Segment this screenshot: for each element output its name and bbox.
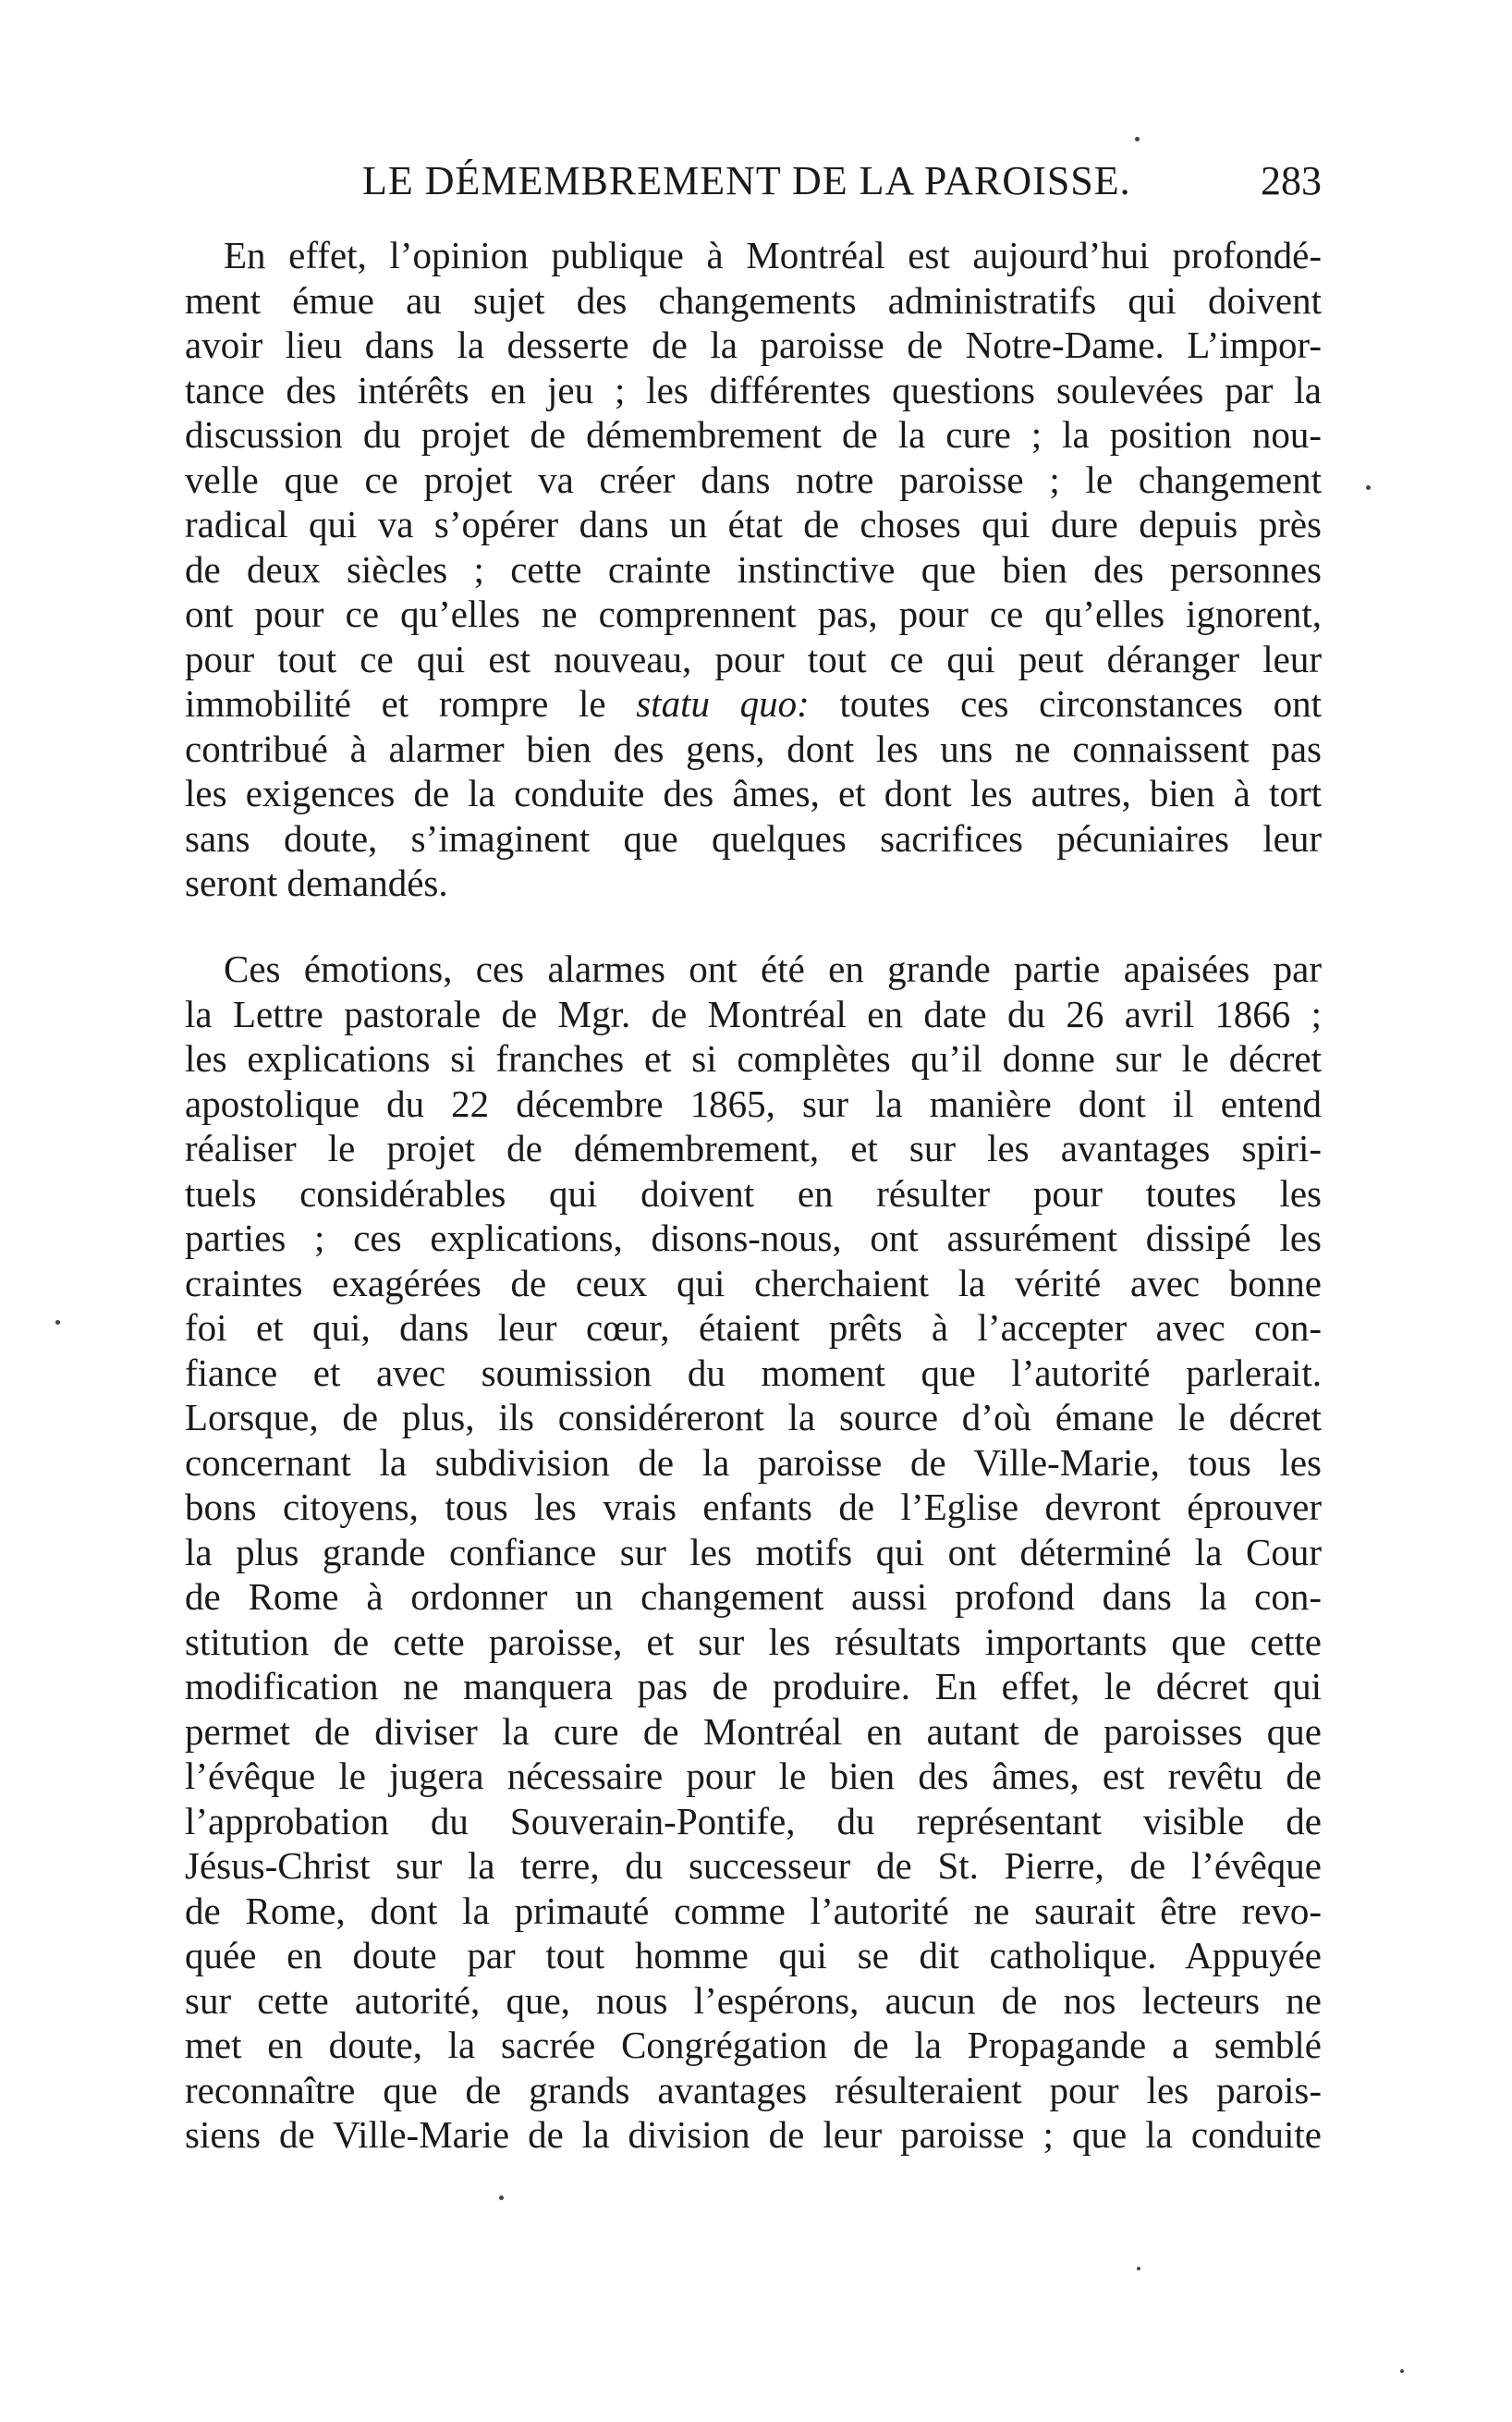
text-line: tuels considérables qui doivent en résulter pour toutes les [185,1171,1322,1215]
text-line: ont pour ce qu’elles ne comprennent pas, pour ce qu’elles ignorent, [185,593,1322,635]
text-line: les explications si franches et si complètes qu’il donne sur le décret [185,1037,1322,1080]
text-line: permet de diviser la cure de Montréal en autant de paroisses que [185,1709,1322,1753]
text-line: tance des intérêts en jeu ; les différentes questions soulevées par la [185,368,1322,411]
scan-speck [55,1320,60,1325]
scan-speck [1137,2267,1140,2270]
text-line: craintes exagérées de ceux qui cherchaient la vérité avec bonne [185,1261,1322,1304]
text-line: siens de Ville-Marie de la division de leur paroisse ; que la conduite [185,2113,1322,2156]
running-head [185,157,1322,213]
text-line: discussion du projet de démembrement de la cure ; la position nou- [185,413,1322,456]
text-line: réaliser le projet de démembrement, et sur les avantages spiri- [185,1127,1322,1169]
text-line: sur cette autorité, que, nous l’espérons, aucun de nos lecteurs ne [185,1978,1322,2022]
text-line: foi et qui, dans leur cœur, étaient prêts à l’accepter avec con- [185,1306,1322,1349]
text-line: l’évêque le jugera nécessaire pour le bien des âmes, est revêtu de [185,1755,1322,1797]
text-line: velle que ce projet va créer dans notre paroisse ; le changement [185,458,1322,501]
text-line: la Lettre pastorale de Mgr. de Montréal en date du 26 avril 1866 ; [185,992,1322,1035]
text-line: la plus grande confiance sur les motifs qui ont déterminé la Cour [185,1530,1322,1573]
text-line: Jésus-Christ sur la terre, du successeur de St. Pierre, de l’évêque [185,1844,1322,1887]
paragraph-2 [185,947,1322,2158]
paragraph-1 [185,233,1322,906]
text-line: l’approbation du Souverain-Pontife, du représentant visible de [185,1799,1322,1842]
line-text: toutes ces circonstances ont [809,682,1323,725]
italic-phrase: statu quo: [636,682,810,725]
text-line: apostolique du 22 décembre 1865, sur la manière dont il entend [185,1082,1322,1125]
running-title: LE DÉMEMBREMENT DE LA PAROISSE. [362,158,1131,203]
text-line-with-italic [185,681,1322,727]
text-line: de deux siècles ; cette crainte instinctive que bien des personnes [185,547,1322,591]
scan-speck [499,2196,504,2200]
text-line: contribué à alarmer bien des gens, dont les uns ne connaissent pas [185,727,1322,770]
text-line: concernant la subdivision de la paroisse de Ville-Marie, tous les [185,1440,1322,1484]
scan-speck [1135,137,1140,141]
text-line: radical qui va s’opérer dans un état de choses qui dure depuis près [185,503,1322,545]
text-line: bons citoyens, tous les vrais enfants de l’Eglise devront éprouver [185,1486,1322,1528]
text-line: En effet, l’opinion publique à Montréal est aujourd’hui profondé- [224,234,1322,276]
text-line: met en doute, la sacrée Congrégation de la Propagande a semblé [185,2024,1322,2066]
scan-speck [1400,2369,1404,2373]
text-line: Ces émotions, ces alarmes ont été en grande partie apaisées par [224,948,1322,990]
text-line: stitution de cette paroisse, et sur les résultats importants que cette [185,1620,1322,1663]
text-line: de Rome, dont la primauté comme l’autorité ne saurait être revo- [185,1889,1322,1932]
text-line: avoir lieu dans la desserte de la paroisse de Notre-Dame. L’impor- [185,324,1322,366]
page-number: 283 [1261,158,1322,203]
text-line: ment émue au sujet des changements administratifs qui doivent [185,278,1322,322]
text-line: sans doute, s’imaginent que quelques sacrifices pécuniaires leur [185,816,1322,860]
text-line: de Rome à ordonner un changement aussi profond dans la con- [185,1575,1322,1618]
line-text: immobilité et rompre le [185,682,637,725]
text-line: parties ; ces explications, disons-nous, ont assurément dissipé les [185,1217,1322,1259]
text-line: pour tout ce qui est nouveau, pour tout ce qui peut déranger leur [185,637,1322,680]
text-line: Lorsque, de plus, ils considéreront la source d’où émane le décret [185,1396,1322,1438]
text-line: fiance et avec soumission du moment que l’autorité parlerait. [185,1351,1322,1394]
text-line: quée en doute par tout homme qui se dit catholique. Appuyée [185,1934,1322,1976]
text-line: les exigences de la conduite des âmes, et dont les autres, bien à tort [185,772,1322,814]
scan-speck [1366,485,1371,490]
text-line: modification ne manquera pas de produire. En effet, le décret qui [185,1665,1322,1707]
text-line: reconnaître que de grands avantages résulteraient pour les parois- [185,2068,1322,2111]
text-line: seront demandés. [185,862,448,904]
